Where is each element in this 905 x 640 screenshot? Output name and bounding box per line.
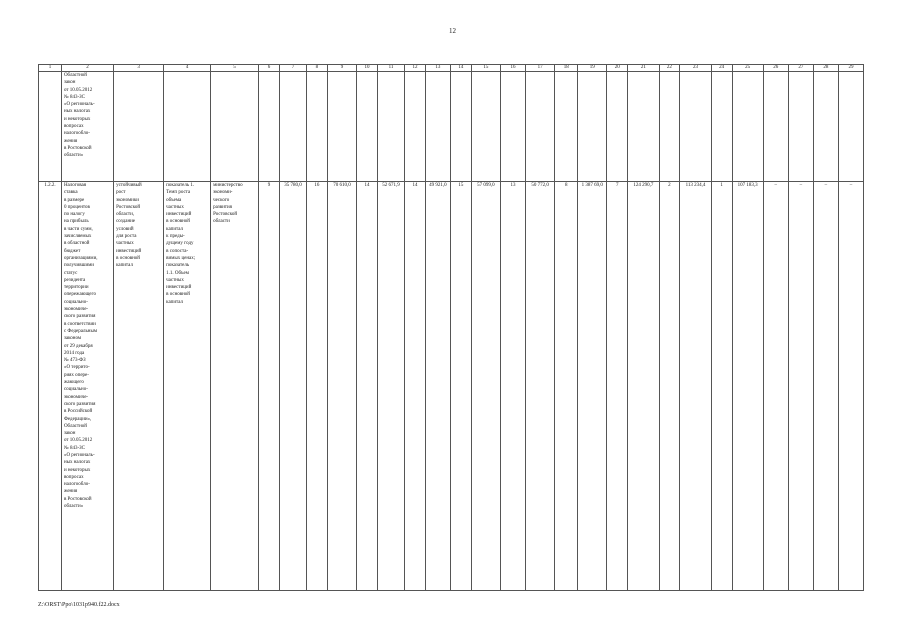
cell-empty: [838, 72, 863, 182]
cell-value: 15: [450, 182, 471, 591]
cell-value: 2: [659, 182, 680, 591]
cell-empty: [732, 72, 763, 182]
cell-empty: [279, 72, 306, 182]
cell-value: 35 780,0: [279, 182, 306, 591]
header-cell: 27: [788, 65, 813, 72]
cell-value: –: [813, 182, 838, 591]
header-row: [39, 65, 864, 72]
cell-value: 107 183,3: [732, 182, 763, 591]
cell-empty: [307, 72, 328, 182]
cell-empty: [659, 72, 680, 182]
cell-value: –: [838, 182, 863, 591]
cell-empty: [555, 72, 578, 182]
header-cell: 8: [307, 65, 328, 72]
header-cell: 16: [500, 65, 525, 72]
header-cell: 5: [211, 65, 259, 72]
header-cell: 3: [114, 65, 164, 72]
cell-indicator: показатель 1. Темп роста объема частных инвестиций в основной капитал к преды- дущему году в сопоста- вимых ценах; показатель 1.1. Объем частных инвестиций в основной капитал: [164, 182, 211, 591]
header-cell: 20: [607, 65, 628, 72]
cell-empty: [788, 72, 813, 182]
header-cell: 6: [259, 65, 280, 72]
table-row-continuation: [39, 72, 864, 182]
cell-empty: [607, 72, 628, 182]
cell-value: 70 610,0: [327, 182, 356, 591]
cell-value: 1 387 69,0: [578, 182, 607, 591]
cell-curator: министерство экономи- ческого развития Ростовской области: [211, 182, 259, 591]
cell-empty: [405, 72, 426, 182]
cell-empty: [680, 72, 711, 182]
cell-empty: [211, 72, 259, 182]
header-cell: 18: [555, 65, 578, 72]
cell-value: 50 772,0: [526, 182, 555, 591]
cell-empty: [425, 72, 450, 182]
cell-empty: [327, 72, 356, 182]
cell-empty: [578, 72, 607, 182]
cell-empty: [114, 72, 164, 182]
cell-value: 14: [405, 182, 426, 591]
header-cell: 10: [357, 65, 378, 72]
cell-value: –: [788, 182, 813, 591]
cell-empty: [763, 72, 788, 182]
data-table: [38, 64, 864, 591]
header-cell: 11: [377, 65, 404, 72]
cell-value: 7: [607, 182, 628, 591]
cell-value: –: [763, 182, 788, 591]
cell-value: 1: [711, 182, 732, 591]
cell-empty: [471, 72, 500, 182]
cell-empty: [628, 72, 659, 182]
cell-value: 13: [500, 182, 525, 591]
header-cell: 7: [279, 65, 306, 72]
cell-value: 52 671,9: [377, 182, 404, 591]
cell-item-number: 1.2.2.: [39, 182, 62, 591]
header-cell: 14: [450, 65, 471, 72]
cell-benefit-description: Налоговая ставка в размере 0 процентов по налогу на прибыль в части сумм, зачисляемых в областной бюджет организациями, получившими статус резидента территории опережающего социально- экономиче- ского развития в соответствии с Федеральным законом от 29 декабря 2014 года № 473-ФЗ «О террито- риях опере- жающего социально- экономиче- ского развития в Российской Федерации», Областной закон от 10.05.2012 № 843-ЗС «О региональ- ных налогах и некоторых вопросах налогообло- жения в Ростовской области»: [61, 182, 113, 591]
header-cell: 24: [711, 65, 732, 72]
header-cell: 19: [578, 65, 607, 72]
cell-empty: [450, 72, 471, 182]
footer-file-path: Z:\ORST\Ppo\1031p940.f22.docx: [38, 602, 120, 608]
header-cell: 21: [628, 65, 659, 72]
header-cell: 17: [526, 65, 555, 72]
cell-value: 124 290,7: [628, 182, 659, 591]
cell-value: 9: [259, 182, 280, 591]
cell-goal: устойчивый рост экономики Ростовской области, создание условий для роста частных инвестиций в основной капитал: [114, 182, 164, 591]
cell-value: 113 234,4: [680, 182, 711, 591]
cell-empty: [39, 72, 62, 182]
header-cell: 13: [425, 65, 450, 72]
header-cell: 4: [164, 65, 211, 72]
page-number: 12: [449, 27, 456, 35]
header-cell: 26: [763, 65, 788, 72]
header-cell: 28: [813, 65, 838, 72]
cell-empty: [813, 72, 838, 182]
header-cell: 25: [732, 65, 763, 72]
header-cell: 29: [838, 65, 863, 72]
cell-value: 16: [307, 182, 328, 591]
header-cell: 1: [39, 65, 62, 72]
header-cell: 15: [471, 65, 500, 72]
header-cell: 9: [327, 65, 356, 72]
cell-empty: [259, 72, 280, 182]
cell-value: 49 921,0: [425, 182, 450, 591]
cell-value: 57 099,0: [471, 182, 500, 591]
cell-empty: [357, 72, 378, 182]
table-row: [39, 182, 864, 591]
header-cell: 2: [61, 65, 113, 72]
cell-value: 14: [357, 182, 378, 591]
cell-empty: [377, 72, 404, 182]
header-cell: 23: [680, 65, 711, 72]
cell-empty: [526, 72, 555, 182]
header-cell: 22: [659, 65, 680, 72]
cell-empty: [711, 72, 732, 182]
cell-value: 8: [555, 182, 578, 591]
cell-empty: [164, 72, 211, 182]
header-cell: 12: [405, 65, 426, 72]
cell-legal-basis: Областной закон от 10.05.2012 № 843-ЗС «О региональ- ных налогах и некоторых вопросах налогообло- жения в Ростовской области»: [61, 72, 113, 182]
cell-empty: [500, 72, 525, 182]
